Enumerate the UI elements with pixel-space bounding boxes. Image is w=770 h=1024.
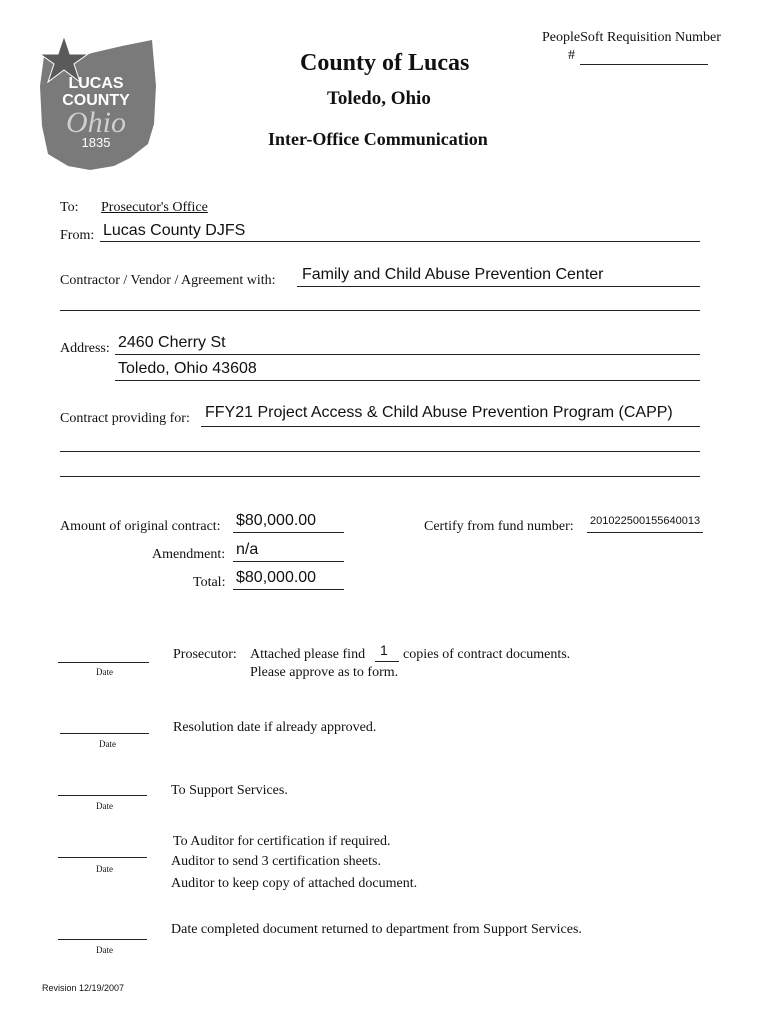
certify-field[interactable]: 201022500155640013	[590, 515, 701, 527]
from-underline	[100, 241, 700, 242]
logo-year: 1835	[81, 135, 111, 150]
date-label-resolution: Date	[99, 739, 116, 749]
contractor-label: Contractor / Vendor / Agreement with:	[60, 273, 276, 288]
amendment-underline	[233, 561, 344, 562]
attached-post-text: copies of contract documents.	[403, 647, 571, 662]
logo-line3: Ohio	[66, 106, 126, 139]
auditor-line2: Auditor to send 3 certification sheets.	[171, 854, 381, 869]
providing-underline	[201, 426, 700, 427]
amount-field[interactable]: $80,000.00	[236, 512, 317, 529]
date-line-support[interactable]	[58, 795, 147, 796]
date-label-prosecutor: Date	[96, 667, 113, 677]
amount-label: Amount of original contract:	[60, 519, 221, 534]
page-city: Toledo, Ohio	[327, 88, 431, 109]
approve-text: Please approve as to form.	[250, 665, 399, 680]
attached-pre-text: Attached please find	[250, 647, 366, 662]
from-field[interactable]: Lucas County DJFS	[103, 222, 246, 239]
providing-label: Contract providing for:	[60, 411, 190, 426]
date-line-returned[interactable]	[58, 939, 147, 940]
auditor-line1: To Auditor for certification if required.	[173, 834, 391, 849]
revision-footer: Revision 12/19/2007	[42, 983, 125, 993]
date-line-auditor[interactable]	[58, 857, 147, 858]
amount-underline	[233, 532, 344, 533]
certify-label: Certify from fund number:	[424, 519, 574, 534]
copies-field[interactable]: 1	[380, 642, 388, 658]
certify-underline	[587, 532, 703, 533]
to-label: To:	[60, 200, 79, 215]
logo-line2: COUNTY	[62, 92, 130, 109]
providing-underline-2	[60, 451, 700, 452]
requisition-label: PeopleSoft Requisition Number	[542, 30, 721, 45]
date-label-returned: Date	[96, 945, 113, 955]
contractor-underline	[297, 286, 700, 287]
requisition-underline	[580, 64, 708, 65]
address-line2-field[interactable]: Toledo, Ohio 43608	[118, 360, 257, 377]
page-title: County of Lucas	[300, 50, 470, 76]
date-label-auditor: Date	[96, 864, 113, 874]
address-underline-1	[115, 354, 700, 355]
returned-text: Date completed document returned to department from Support Services.	[171, 922, 582, 937]
amendment-label: Amendment:	[152, 547, 226, 562]
contractor-field[interactable]: Family and Child Abuse Prevention Center	[302, 266, 604, 283]
date-line-resolution[interactable]	[60, 733, 149, 734]
copies-underline	[375, 661, 399, 662]
contractor-underline-2	[60, 310, 700, 311]
total-underline	[233, 589, 344, 590]
total-label: Total:	[193, 575, 226, 590]
from-label: From:	[60, 228, 95, 243]
providing-underline-3	[60, 476, 700, 477]
address-label: Address:	[60, 341, 110, 356]
county-logo	[30, 26, 160, 176]
amendment-field[interactable]: n/a	[236, 541, 259, 558]
requisition-hash: #	[568, 48, 575, 63]
date-line-prosecutor[interactable]	[58, 662, 149, 663]
providing-field[interactable]: FFY21 Project Access & Child Abuse Prevention Program (CAPP)	[205, 404, 673, 421]
ohio-map-logo	[30, 26, 160, 176]
support-text: To Support Services.	[171, 783, 288, 798]
logo-line1: LUCAS	[68, 75, 124, 92]
date-label-support: Date	[96, 801, 113, 811]
resolution-text: Resolution date if already approved.	[173, 720, 377, 735]
prosecutor-label: Prosecutor:	[173, 647, 237, 662]
to-value: Prosecutor's Office	[101, 200, 208, 215]
auditor-line3: Auditor to keep copy of attached document.	[171, 876, 418, 891]
total-field[interactable]: $80,000.00	[236, 569, 317, 586]
address-underline-2	[115, 380, 700, 381]
page-subtitle: Inter-Office Communication	[268, 129, 488, 149]
address-line1-field[interactable]: 2460 Cherry St	[118, 334, 226, 351]
